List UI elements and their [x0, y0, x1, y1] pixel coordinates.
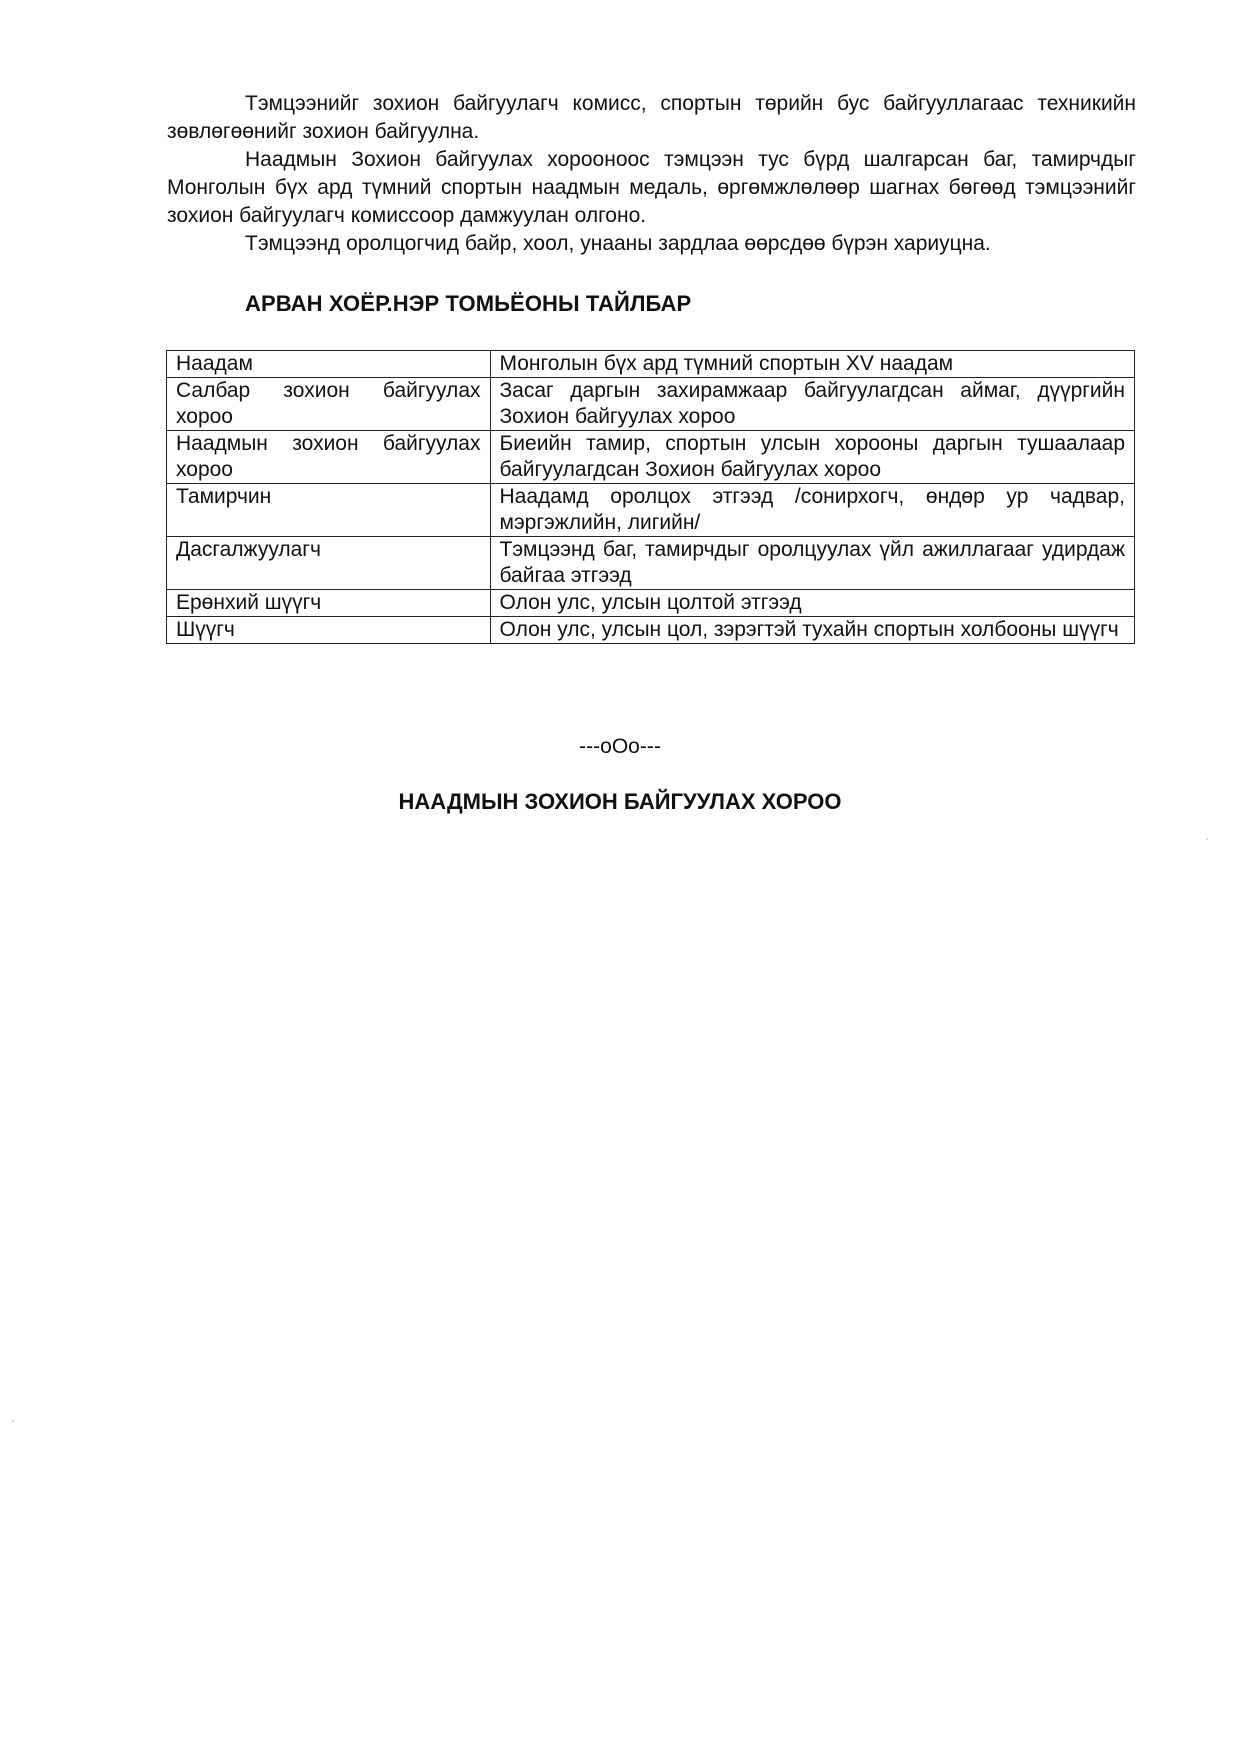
term-cell: Наадмын зохион байгуулах хороо [167, 431, 491, 484]
table-row [167, 537, 1135, 590]
scan-speck [1206, 838, 1208, 840]
definition-cell: Биеийн тамир, спортын улсын хорооны даргын тушаалаар байгуулагдсан Зохион байгуулах хороо [490, 431, 1135, 484]
scan-speck [12, 1420, 14, 1422]
glossary-table [166, 350, 1135, 644]
term-cell: Ерөнхий шүүгч [167, 590, 491, 617]
table-row [167, 431, 1135, 484]
term-cell: Наадам [167, 351, 491, 378]
term-cell: Салбар зохион байгуулах хороо [167, 378, 491, 431]
definition-cell: Олон улс, улсын цолтой этгээд [490, 590, 1135, 617]
table-row [167, 484, 1135, 537]
definition-cell: Монголын бүх ард түмний спортын XV наадам [490, 351, 1135, 378]
term-cell: Дасгалжуулагч [167, 537, 491, 590]
term-cell: Тамирчин [167, 484, 491, 537]
table-row [167, 590, 1135, 617]
section-heading: АРВАН ХОЁР.НЭР ТОМЬЁОНЫ ТАЙЛБАР [245, 291, 692, 316]
table-row [167, 378, 1135, 431]
separator: ---oOo--- [579, 735, 661, 758]
table-row [167, 617, 1135, 644]
table-row [167, 351, 1135, 378]
definition-cell: Наадамд оролцох этгээд /сонирхогч, өндөр ур чадвар, мэргэжлийн, лигийн/ [490, 484, 1135, 537]
term-cell: Шүүгч [167, 617, 491, 644]
paragraph-consultation: Тэмцээнийг зохион байгуулагч комисс, спортын төрийн бус байгууллагаас техникийн зөвлөгөөнийг зохион байгуулна. [167, 92, 1136, 143]
definition-cell: Засаг даргын захирамжаар байгуулагдсан аймаг, дүүргийн Зохион байгуулах хороо [490, 378, 1135, 431]
paragraph-awards: Наадмын Зохион байгуулах хорооноос тэмцээн тус бүрд шалгарсан баг, тамирчдыг Монголын бүх ард түмний спортын наадмын медаль, өргөмжлөлөөр шагнах бөгөөд тэмцээнийг зохион байгуулагч комиссоор дамжуулан олгоно. [167, 148, 1136, 227]
paragraph-expenses: Тэмцээнд оролцогчид байр, хоол, унааны зардлаа өөрсдөө бүрэн хариуцна. [245, 232, 991, 255]
definition-cell: Тэмцээнд баг, тамирчдыг оролцуулах үйл ажиллагааг удирдаж байгаа этгээд [490, 537, 1135, 590]
signature-line: НААДМЫН ЗОХИОН БАЙГУУЛАХ ХОРОО [398, 789, 842, 814]
body-text [167, 90, 1136, 258]
definition-cell: Олон улс, улсын цол, зэрэгтэй тухайн спортын холбооны шүүгч [490, 617, 1135, 644]
